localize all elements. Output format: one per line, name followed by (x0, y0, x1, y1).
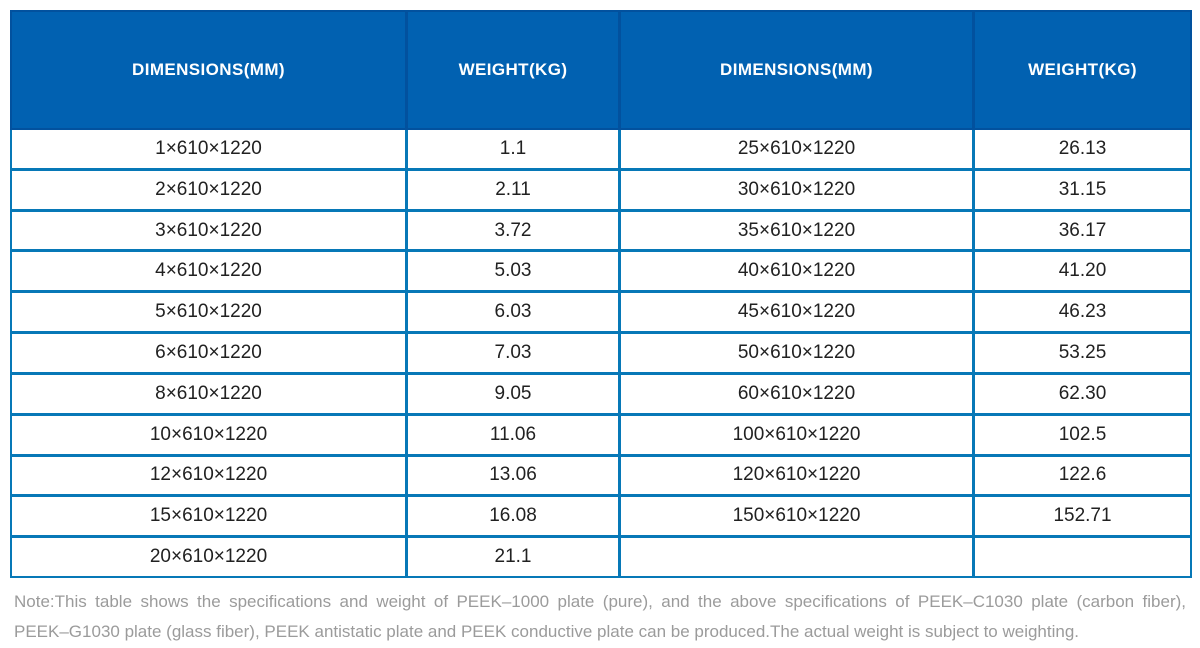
weight-cell: 41.20 (975, 252, 1190, 290)
table-header-row (10, 10, 1192, 130)
dim-cell: 150×610×1220 (621, 497, 972, 535)
dim-cell: 45×610×1220 (621, 293, 972, 331)
weight-cell: 7.03 (408, 334, 618, 372)
header-dimensions-left: DIMENSIONS(MM) (12, 12, 405, 128)
dim-cell: 10×610×1220 (12, 416, 405, 454)
note-line-1: Note:This table shows the specifications and weight of PEEK–1000 plate (pure), and the above specifications of PEEK–C1030 plate (carbon fiber), (14, 592, 1186, 611)
weight-cell: 122.6 (975, 457, 1190, 495)
weight-cell: 31.15 (975, 171, 1190, 209)
dim-cell: 12×610×1220 (12, 457, 405, 495)
weight-cell: 62.30 (975, 375, 1190, 413)
dim-cell: 4×610×1220 (12, 252, 405, 290)
weight-cell: 21.1 (408, 538, 618, 576)
weight-cell: 152.71 (975, 497, 1190, 535)
weight-cell: 46.23 (975, 293, 1190, 331)
dim-cell: 35×610×1220 (621, 212, 972, 250)
dim-cell: 20×610×1220 (12, 538, 405, 576)
weight-cell: 2.11 (408, 171, 618, 209)
dim-cell: 2×610×1220 (12, 171, 405, 209)
dim-cell: 100×610×1220 (621, 416, 972, 454)
dim-cell: 40×610×1220 (621, 252, 972, 290)
dim-cell: 1×610×1220 (12, 130, 405, 168)
weight-cell: 13.06 (408, 457, 618, 495)
dim-cell: 8×610×1220 (12, 375, 405, 413)
dim-cell: 3×610×1220 (12, 212, 405, 250)
dim-cell: 15×610×1220 (12, 497, 405, 535)
weight-cell: 1.1 (408, 130, 618, 168)
weight-cell: 53.25 (975, 334, 1190, 372)
weight-cell: 3.72 (408, 212, 618, 250)
dim-cell: 25×610×1220 (621, 130, 972, 168)
note-line-2: PEEK–G1030 plate (glass fiber), PEEK antistatic plate and PEEK conductive plate can be produced.The actual weight is subject to weighting. (14, 622, 1080, 641)
spec-table-body (10, 130, 1192, 578)
dim-cell: 120×610×1220 (621, 457, 972, 495)
header-weight-left: WEIGHT(KG) (408, 12, 618, 128)
dim-cell: 50×610×1220 (621, 334, 972, 372)
weight-cell: 16.08 (408, 497, 618, 535)
weight-cell: 9.05 (408, 375, 618, 413)
weight-cell: 5.03 (408, 252, 618, 290)
dim-cell: 5×610×1220 (12, 293, 405, 331)
weight-cell: 11.06 (408, 416, 618, 454)
note-text (14, 587, 1186, 647)
header-weight-right: WEIGHT(KG) (975, 12, 1190, 128)
dim-cell: 60×610×1220 (621, 375, 972, 413)
weight-cell: 26.13 (975, 130, 1190, 168)
dim-cell: 30×610×1220 (621, 171, 972, 209)
dim-cell-empty (621, 538, 972, 576)
weight-cell: 6.03 (408, 293, 618, 331)
weight-cell: 36.17 (975, 212, 1190, 250)
weight-cell: 102.5 (975, 416, 1190, 454)
dim-cell: 6×610×1220 (12, 334, 405, 372)
header-dimensions-right: DIMENSIONS(MM) (621, 12, 972, 128)
weight-cell-empty (975, 538, 1190, 576)
